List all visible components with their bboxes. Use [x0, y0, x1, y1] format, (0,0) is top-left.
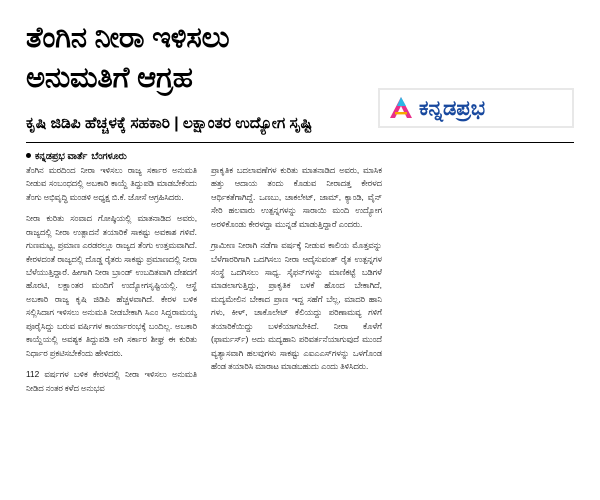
headline-line-1: ತೆಂಗಿನ ನೀರಾ ಇಳಿಸಲು: [26, 22, 230, 54]
paragraph: ಗ್ರಾಮೀಣ ನೀರಾಗಿ ನಡೆಗಾ ವರ್ಷಕ್ಕೆ ನೀಡುವ ಕಾಲಿಯ ಮೊತ್ತವನ್ನು ಬೆಳೆಗಾರರಿಗಾಗಿ ಒದಗಿಸಲು ನೀರಾ ಆದೈಸುವಂತ್ ರೈತ ಉತ್ಪನ್ನಗಳ ಸಂಸ್ಥೆ ಒದಗಿಸಲು ಸಾಧ್ಯ. ಸೈಫನ್‌ಗಳನ್ನು ಮಾಣಿಕಟ್ಟೆ ಬಡಿಗಳೆ ಮಾಡಲಾಗುತ್ತಿದ್ದು, ಪ್ರಾಕೃತಿಕ ಬಳಕೆ ಹೊಂದ ಬೇಕಾಗಿದೆ, ಮದ್ಯಮೇಲಿನ ಬೇಕಾದ ಪ್ರಾಣ ಇದ್ದ ಸಹೆಗೆ ಬೆಲ್ಲ, ಮಾದರಿ ಹಾನಿ ಗಳು, ಕೀಳ್, ಚಾಕೊಲೇಟ್ ಕೆಲಿಯದ್ದು ಪರಿಣಾಮವ್ಯ ಗಳಿಗೆ ತಯಾರಿಕೆಯಿದ್ದು ಬಳಕೆಯಾಗಬೇಕಿದೆ. ನೀರಾ ಕೊಳೆಗೆ (ಫಾರ್ಮರ್ಸ್) ಅದು ಮದ್ಯಹಾನಿ ಪರಿವರ್ತನೆಯಾಗುವುದೆ ಮುಂದೆ ವ್ಯತ್ಯಾಸವಾಗಿ ಹಲವುಗಳು ಸಾಕಷ್ಟು ಎಐಎಎಸ್‌ಗಳನ್ನು ಒಳಗೊಂಡ ಹೆಂಡ ತಯಾರಿಸಿ ಮಾರಾಟ ಮಾಡಬಹುದು ಎಂದು ತಿಳಿಸಿದರು.: [211, 240, 382, 372]
subheadline: ಕೃಷಿ ಜಿಡಿಪಿ ಹೆಚ್ಚಳಕ್ಕೆ ಸಹಕಾರಿ | ಲಕ್ಷಾಂತರ ಉದ್ಯೋಗ ಸೃಷ್ಟಿ: [26, 115, 313, 133]
logo-text: ಕನ್ನಡಪ್ರಭ: [419, 96, 486, 120]
bullet-icon: [26, 153, 31, 158]
kp-monogram-icon: [388, 95, 414, 121]
article-body: [26, 164, 574, 395]
page-title: [26, 18, 376, 98]
article-column-3: [396, 164, 567, 395]
byline: [26, 151, 578, 162]
divider-rule: [26, 142, 574, 143]
article-column-2: [211, 164, 382, 395]
paragraph: ನೀರಾ ಕುರಿತು ಸಂವಾದ ಗೋಷ್ಠಿಯಲ್ಲಿ ಮಾತನಾಡಿದ ಅವರು, ರಾಜ್ಯದಲ್ಲಿ ನೀರಾ ಉತ್ಪಾದನೆ ತಯಾರಿಕೆ ಸಾಕಷ್ಟು ಅವಕಾಶ ಗಳಿವೆ. ಗುಣಮಟ್ಟ, ಪ್ರಮಾಣ ಎರಡರಲ್ಲೂ ರಾಜ್ಯದ ತೆಂಗು ಉತ್ತಮವಾಗಿದೆ. ಕೇರಳದಂತೆ ರಾಜ್ಯದಲ್ಲಿ ದೊಡ್ಡ ರೈತರು ಸಾಕಷ್ಟು ಪ್ರಮಾಣದಲ್ಲಿ ನೀರಾ ಬೆಳೆಯುತ್ತಿದ್ದಾರೆ. ಹೀಗಾಗಿ ನೀರಾ ಬ್ರಾಂಡ್ ಉಬದಿತವಾಗಿ ದೇಶದಗೆ ಹೊರಟಿ, ಲಕ್ಷಾಂತರ ಮಂದಿಗೆ ಉದ್ಯೋಗಸೃಷ್ಟಿಯಲ್ಲಿ. ಆಸ್ಥೆ ಅಬಕಾರಿ ರಾಜ್ಯ ಕೃಷಿ ಜಿಡಿಪಿ ಹೆಚ್ಚಳವಾಗಿದೆ. ಕೇರಳ ಬಳಿಕ ಸಲ್ಲಿಸಿದಾಗ ಇಳಿಸಲು ಅನುಮತಿ ನೀಡಬೇಕಾಗಿ ಸಿಎಂ ಸಿದ್ದರಾಮಯ್ಯ ಪೂರೈಸಿದ್ದು ಬರುವ ವರ್ಷಿಗಳ ಕಾರ್ಯಾರಂಭಕ್ಕೆ ಬಂದಿಲ್ಲ. ಅಬಕಾರಿ ಕಾಯ್ದೆಯಲ್ಲಿ ಅವಶ್ಯಕ ತಿದ್ದುಪಡಿ ಅಗಿ ಸರ್ಕಾರ ಶೀಘ್ರ ಈ ಕುರಿತು ನಿರ್ಧಾರ ಪ್ರಕಟಿಸಬೇಕೆಂದು ಹೇಳಿದರು.: [26, 213, 197, 358]
paragraph: ತೆಂಗಿನ ಮರದಿಂದ ನೀರಾ ಇಳಿಸಲು ರಾಜ್ಯ ಸರ್ಕಾರ ಅನುಮತಿ ನೀಡುವ ಸಂಬಂಧದಲ್ಲಿ ಅಬಕಾರಿ ಕಾಯ್ದೆ ತಿದ್ದುಪಡಿ ಮಾಡಬೇಕೆಂದು ತೆಂಗು ಅಭಿವೃದ್ಧಿ ಮಂಡಳಿ ಅಧ್ಯಕ್ಷ ಬಿ.ಕೆ. ಜೋಸೆ ಆಗ್ರಹಿಸಿದರು.: [26, 164, 197, 202]
paragraph: 112 ವರ್ಷಗಳ ಬಳಿಕ ಕೇರಳದಲ್ಲಿ ನೀರಾ ಇಳಿಸಲು ಅನುಮತಿ ನೀಡಿದ ನಂತರ ಕಳೆದ ಅನುಭವ: [26, 369, 197, 393]
paragraph: ಪ್ರಾಕೃತಿಕ ಬದಲಾವಣೆಗಳ ಕುರಿತು ಮಾತನಾಡಿದ ಅವರು, ಮಾಸಿಕ ಹತ್ತು ಆದಾಯ ತಂದು ಕೊಡುವ ನೀರಾದತ್ತ ಕೇರಳದ ಆರ್ಥಿಕತೆಗಾಗಿದ್ದೆ. ಒಣಬು, ಚಾಕಲೇಟ್, ಜಾಮ್, ಕ್ಯಾಂಡಿ, ವೈನ್ ಸೇರಿ ಹಲವಾರು ಉತ್ಪನ್ನಗಳನ್ನು ಸಾರಾಯಿ ಮಂದಿ ಉದ್ಯೋಗ ಅರಳಿಕೊಂಡು ಕೇರಳದ್ದಾ ಮುನ್ನಡೆ ಮಾಡುತ್ತಿದ್ದಾರೆ ಎಂದರು.: [211, 164, 382, 229]
article-column-1: [26, 164, 197, 395]
publication-logo: [378, 88, 574, 128]
byline-place: ಬೆಂಗಳೂರು: [91, 150, 127, 162]
byline-publication: ಕನ್ನಡಪ್ರಭ ವಾರ್ತೆ: [35, 150, 88, 162]
headline-line-2: ಅನುಮತಿಗೆ ಆಗ್ರಹ: [26, 62, 193, 95]
